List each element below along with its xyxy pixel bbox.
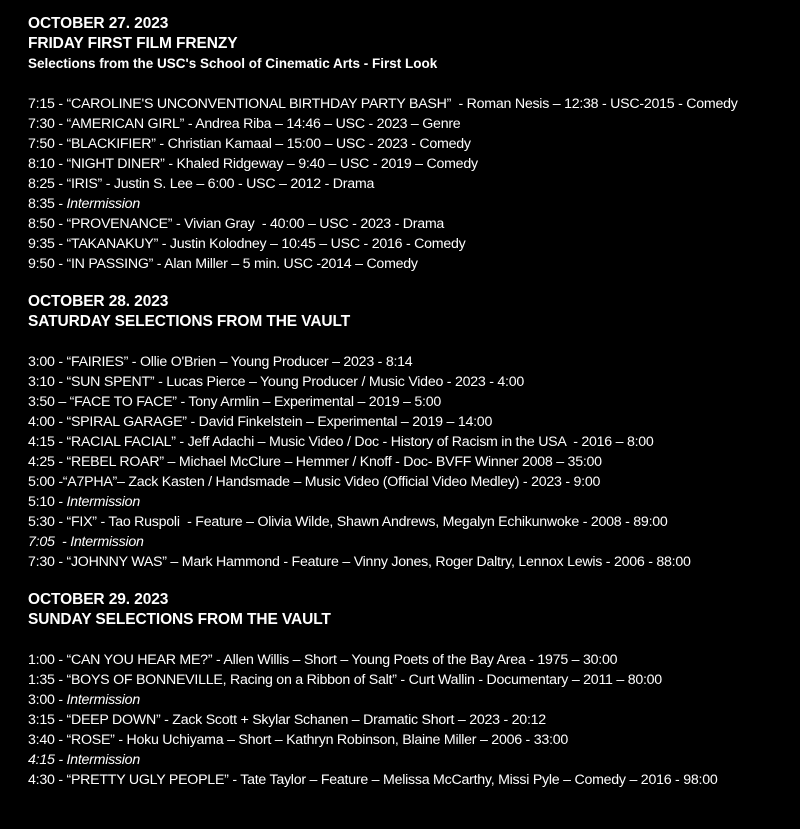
schedule-entry (28, 770, 800, 790)
entry-details: “CAROLINE'S UNCONVENTIONAL BIRTHDAY PARTY BASH” - Roman Nesis – 12:38 - USC-2015 - Comedy (66, 96, 738, 112)
schedule-entry (28, 114, 800, 134)
schedule-entry (28, 254, 800, 274)
entry-details: “SPIRAL GARAGE” - David Finkelstein – Experimental – 2019 – 14:00 (66, 414, 493, 430)
entry-list (28, 650, 800, 790)
schedule-entry (28, 392, 800, 412)
entry-details: “CAN YOU HEAR ME?” - Allen Willis – Short – Young Poets of the Bay Area - 1975 – 30:00 (66, 652, 618, 668)
schedule-entry (28, 532, 800, 552)
entry-details: “IN PASSING” - Alan Miller – 5 min. USC -2014 – Comedy (66, 256, 418, 272)
entry-separator: - (54, 236, 67, 252)
intermission-label: Intermission (66, 494, 140, 510)
schedule-entry (28, 412, 800, 432)
entry-time: 4:15 (28, 434, 55, 450)
entry-separator: - (54, 216, 67, 232)
day-date: OCTOBER 29. 2023 (28, 591, 169, 608)
intermission-label: Intermission (66, 196, 140, 212)
day-subtitle: Selections from the USC's School of Cinematic Arts - First Look (28, 56, 438, 71)
schedule-entry (28, 452, 800, 472)
schedule-entry (28, 154, 800, 174)
entry-time: 8:35 (28, 196, 55, 212)
schedule-entry (28, 730, 800, 750)
schedule-entry (28, 552, 800, 572)
schedule-entry (28, 234, 800, 254)
entry-time: 3:50 (28, 394, 55, 410)
entry-time: 3:10 (28, 374, 55, 390)
entry-details: “DEEP DOWN” - Zack Scott + Skylar Schanen – Dramatic Short – 2023 - 20:12 (66, 712, 546, 728)
entry-list (28, 352, 800, 572)
entry-time: 7:30 (28, 554, 55, 570)
day-section (28, 292, 800, 572)
entry-separator: - (54, 136, 67, 152)
entry-time: 8:50 (28, 216, 55, 232)
entry-time: 3:00 (28, 692, 55, 708)
entry-separator: - (54, 514, 67, 530)
spacer (28, 630, 800, 650)
entry-time: 9:35 (28, 236, 55, 252)
day-date: OCTOBER 28. 2023 (28, 293, 169, 310)
intermission-label: Intermission (66, 692, 140, 708)
schedule-entry (28, 472, 800, 492)
intermission-label: Intermission (66, 752, 140, 768)
entry-separator: - (54, 652, 67, 668)
schedule-entry (28, 214, 800, 234)
schedule-entry (28, 352, 800, 372)
day-title: FRIDAY FIRST FILM FRENZY (28, 35, 238, 52)
day-date: OCTOBER 27. 2023 (28, 15, 169, 32)
schedule-entry (28, 174, 800, 194)
entry-separator: - (54, 176, 67, 192)
entry-details: “FACE TO FACE” - Tony Armlin – Experimental – 2019 – 5:00 (69, 394, 442, 410)
entry-time: 8:10 (28, 156, 55, 172)
schedule-entry (28, 710, 800, 730)
entry-time: 3:00 (28, 354, 55, 370)
entry-separator: - (54, 156, 67, 172)
entry-time: 7:30 (28, 116, 55, 132)
intermission-label: Intermission (70, 534, 144, 550)
entry-details: “JOHNNY WAS” – Mark Hammond - Feature – Vinny Jones, Roger Daltry, Lennox Lewis - 2006 - 88:00 (66, 554, 691, 570)
entry-separator: - (54, 454, 67, 470)
entry-separator: - (54, 772, 67, 788)
entry-time: 4:30 (28, 772, 55, 788)
day-section (28, 14, 800, 274)
day-title: SATURDAY SELECTIONS FROM THE VAULT (28, 313, 351, 330)
entry-time: 3:40 (28, 732, 55, 748)
entry-separator: - (54, 256, 67, 272)
entry-time: 7:15 (28, 96, 55, 112)
entry-time: 4:25 (28, 454, 55, 470)
entry-separator: - (54, 414, 67, 430)
entry-details: “A7PHA”– Zack Kasten / Handsmade – Music Video (Official Video Medley) - 2023 - 9:00 (62, 474, 601, 490)
schedule-entry (28, 492, 800, 512)
entry-time: 7:50 (28, 136, 55, 152)
entry-separator: - (54, 354, 67, 370)
entry-details: “NIGHT DINER” - Khaled Ridgeway – 9:40 – USC - 2019 – Comedy (66, 156, 478, 172)
entry-details: “RACIAL FACIAL” - Jeff Adachi – Music Video / Doc - History of Racism in the USA - 2016 – 8:00 (66, 434, 654, 450)
entry-separator: – (54, 394, 70, 410)
entry-separator: - (54, 374, 67, 390)
day-title: SUNDAY SELECTIONS FROM THE VAULT (28, 611, 331, 628)
schedule-entry (28, 432, 800, 452)
schedule-entry (28, 690, 800, 710)
entry-details: “TAKANAKUY” - Justin Kolodney – 10:45 – USC - 2016 - Comedy (66, 236, 466, 252)
entry-separator: - (54, 554, 67, 570)
entry-details: “SUN SPENT” - Lucas Pierce – Young Producer / Music Video - 2023 - 4:00 (66, 374, 524, 390)
entry-time: 7:05 (28, 534, 55, 550)
entry-details: “AMERICAN GIRL” - Andrea Riba – 14:46 – USC - 2023 – Genre (66, 116, 461, 132)
entry-separator: - (54, 534, 71, 550)
entry-time: 5:00 (28, 474, 55, 490)
entry-details: “FAIRIES” - Ollie O'Brien – Young Producer – 2023 - 8:14 (66, 354, 413, 370)
entry-separator: - (54, 672, 67, 688)
spacer (28, 332, 800, 352)
entry-time: 1:35 (28, 672, 55, 688)
entry-separator: - (54, 732, 67, 748)
entry-details: “PROVENANCE” - Vivian Gray - 40:00 – USC - 2023 - Drama (66, 216, 445, 232)
entry-details: “IRIS” - Justin S. Lee – 6:00 - USC – 2012 - Drama (66, 176, 375, 192)
entry-details: “BLACKIFIER” - Christian Kamaal – 15:00 – USC - 2023 - Comedy (66, 136, 471, 152)
schedule-entry (28, 134, 800, 154)
entry-time: 3:15 (28, 712, 55, 728)
schedule-entry (28, 750, 800, 770)
schedule-entry (28, 650, 800, 670)
entry-time: 4:15 (28, 752, 55, 768)
entry-time: 9:50 (28, 256, 55, 272)
entry-details: “REBEL ROAR” – Michael McClure – Hemmer / Knoff - Doc- BVFF Winner 2008 – 35:00 (66, 454, 602, 470)
schedule-entry (28, 194, 800, 214)
entry-separator: - (54, 752, 67, 768)
entry-time: 4:00 (28, 414, 55, 430)
entry-list (28, 94, 800, 274)
entry-separator: - (54, 196, 67, 212)
entry-time: 8:25 (28, 176, 55, 192)
entry-details: “PRETTY UGLY PEOPLE” - Tate Taylor – Feature – Melissa McCarthy, Missi Pyle – Comedy – 2016 - 98:00 (66, 772, 718, 788)
entry-details: “FIX” - Tao Ruspoli - Feature – Olivia Wilde, Shawn Andrews, Megalyn Echikunwoke - 2008 - 89:00 (66, 514, 668, 530)
entry-separator: - (54, 474, 63, 490)
entry-details: “ROSE” - Hoku Uchiyama – Short – Kathryn Robinson, Blaine Miller – 2006 - 33:00 (66, 732, 568, 748)
entry-time: 5:10 (28, 494, 55, 510)
entry-separator: - (54, 494, 67, 510)
entry-separator: - (54, 692, 67, 708)
schedule-entry (28, 94, 800, 114)
entry-separator: - (54, 434, 67, 450)
entry-time: 1:00 (28, 652, 55, 668)
schedule-entry (28, 512, 800, 532)
entry-time: 5:30 (28, 514, 55, 530)
entry-separator: - (54, 116, 67, 132)
spacer (28, 74, 800, 94)
day-section (28, 590, 800, 790)
entry-details: “BOYS OF BONNEVILLE, Racing on a Ribbon of Salt” - Curt Wallin - Documentary – 2011 – 80:00 (66, 672, 662, 688)
schedule-entry (28, 670, 800, 690)
entry-separator: - (54, 96, 67, 112)
schedule-entry (28, 372, 800, 392)
entry-separator: - (54, 712, 67, 728)
